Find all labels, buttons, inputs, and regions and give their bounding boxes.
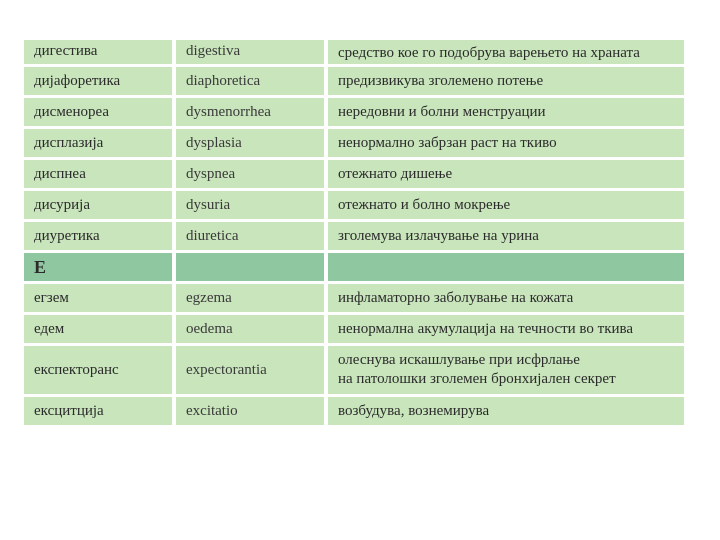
term-description [328, 191, 684, 219]
term-description [328, 253, 684, 281]
term-description [328, 40, 684, 64]
term-latin [176, 253, 324, 281]
term-macedonian: дисурија [24, 191, 172, 219]
term-macedonian: дијафоретика [24, 67, 172, 95]
description-line: на патолошки зголемен бронхијален секрет [338, 371, 616, 387]
description-line: зголемува излачување на урина [338, 227, 539, 244]
term-description [328, 222, 684, 250]
term-latin: dyspnea [176, 160, 324, 188]
table-row [24, 397, 684, 425]
term-latin: dysmenorrhea [176, 98, 324, 126]
glossary-table [24, 40, 684, 428]
description-line: предизвикува зголемено потење [338, 72, 544, 89]
term-description [328, 98, 684, 126]
term-macedonian: диспнеа [24, 160, 172, 188]
table-row [24, 98, 684, 126]
term-macedonian: дисплазија [24, 129, 172, 157]
description-line: нередовни и болни менструации [338, 103, 546, 120]
term-latin: digestiva [176, 40, 324, 64]
term-description [328, 346, 684, 394]
table-row [24, 160, 684, 188]
description-line: инфламаторно заболување на кожата [338, 289, 574, 306]
description-line: средство кое го подобрува варењето на храната [338, 44, 640, 61]
term-macedonian: егзем [24, 284, 172, 312]
term-macedonian: ексцитција [24, 397, 172, 425]
term-description [328, 67, 684, 95]
term-latin: oedema [176, 315, 324, 343]
term-macedonian: дигестива [24, 40, 172, 64]
table-row [24, 346, 684, 394]
table-row [24, 222, 684, 250]
description-line: ненормално забрзан раст на ткиво [338, 134, 557, 151]
table-row [24, 67, 684, 95]
term-macedonian: диуретика [24, 222, 172, 250]
term-description [328, 315, 684, 343]
term-latin: dysuria [176, 191, 324, 219]
table-row [24, 284, 684, 312]
term-macedonian: експекторанс [24, 346, 172, 394]
section-header-row [24, 253, 684, 281]
term-description [328, 284, 684, 312]
term-macedonian: едем [24, 315, 172, 343]
section-letter: Е [24, 253, 172, 281]
term-latin: excitatio [176, 397, 324, 425]
term-description [328, 397, 684, 425]
term-latin: egzema [176, 284, 324, 312]
term-latin: expectorantia [176, 346, 324, 394]
term-latin: diuretica [176, 222, 324, 250]
description-line: олеснува искашлување при исфрлање [338, 352, 580, 368]
table-row [24, 191, 684, 219]
description-line: отежнато дишење [338, 165, 453, 182]
term-description [328, 160, 684, 188]
description-line: возбудува, вознемирува [338, 402, 490, 419]
description-line: отежнато и болно мокрење [338, 196, 511, 213]
term-latin: dysplasia [176, 129, 324, 157]
table-row [24, 315, 684, 343]
description-line: ненормална акумулација на течности во ткива [338, 320, 634, 337]
term-latin: diaphoretica [176, 67, 324, 95]
term-description [328, 129, 684, 157]
term-macedonian: дисменореа [24, 98, 172, 126]
table-row [24, 129, 684, 157]
table-row [24, 40, 684, 64]
